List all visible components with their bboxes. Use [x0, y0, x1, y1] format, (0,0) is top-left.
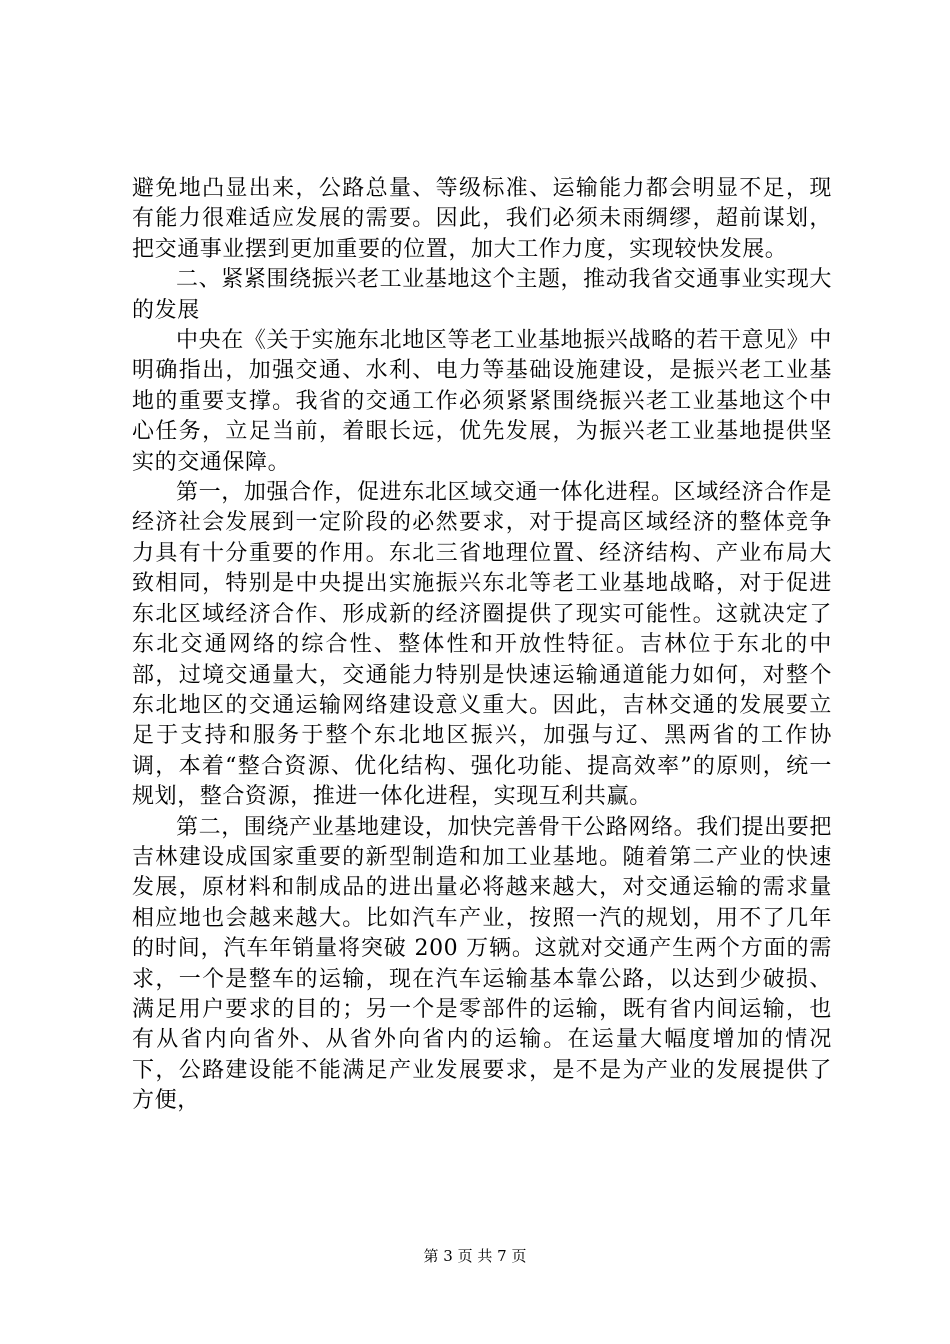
paragraph-4: 第一，加强合作，促进东北区域交通一体化进程。区域经济合作是经济社会发展到一定阶段的必然要求，对于提高区域经济的整体竞争力具有十分重要的作用。东北三省地理位置、经济结构、产业布局大致相同，特别是中央提出实施振兴东北等老工业基地战略，对于促进东北区域经济合作、形成新的经济圈提供了现实可能性。这就决定了东北交通网络的综合性、整体性和开放性特征。吉林位于东北的中部，过境交通量大，交通能力特别是快速运输通道能力如何，对整个东北地区的交通运输网络建设意义重大。因此，吉林交通的发展要立足于支持和服务于整个东北地区振兴，加强与辽、黑两省的工作协调，本着“整合资源、优化结构、强化功能、提高效率”的原则，统一规划，整合资源，推进一体化进程，实现互利共赢。 [132, 480, 832, 810]
document-body [132, 174, 832, 1117]
paragraph-5: 第二，围绕产业基地建设，加快完善骨干公路网络。我们提出要把吉林建设成国家重要的新型制造和加工业基地。随着第二产业的快速发展，原材料和制成品的进出量必将越来越大，对交通运输的需求量相应地也会越来越大。比如汽车产业，按照一汽的规划，用不了几年的时间，汽车年销量将突破 200 万辆。这就对交通产生两个方面的需求，一个是整车的运输，现在汽车运输基本靠公路，以达到少破损、满足用户要求的目的；另一个是零部件的运输，既有省内间运输，也有从省内向省外、从省外向省内的运输。在运量大幅度增加的情况下，公路建设能不能满足产业发展要求，是不是为产业的发展提供了方便， [132, 814, 832, 1114]
section-heading-2: 二、紧紧围绕振兴老工业基地这个主题，推动我省交通事业实现大的发展 [132, 267, 832, 323]
paragraph-1: 避免地凸显出来，公路总量、等级标准、运输能力都会明显不足，现有能力很难适应发展的需要。因此，我们必须未雨绸缪，超前谋划，把交通事业摆到更加重要的位置，加大工作力度，实现较快发展。 [132, 176, 832, 262]
page-number-footer: 第 3 页 共 7 页 [423, 1247, 527, 1265]
paragraph-3: 中央在《关于实施东北地区等老工业基地振兴战略的若干意见》中明确指出，加强交通、水利、电力等基础设施建设，是振兴老工业基地的重要支撑。我省的交通工作必须紧紧围绕振兴老工业基地这个中心任务，立足当前，着眼长远，优先发展，为振兴老工业基地提供坚实的交通保障。 [132, 328, 832, 475]
